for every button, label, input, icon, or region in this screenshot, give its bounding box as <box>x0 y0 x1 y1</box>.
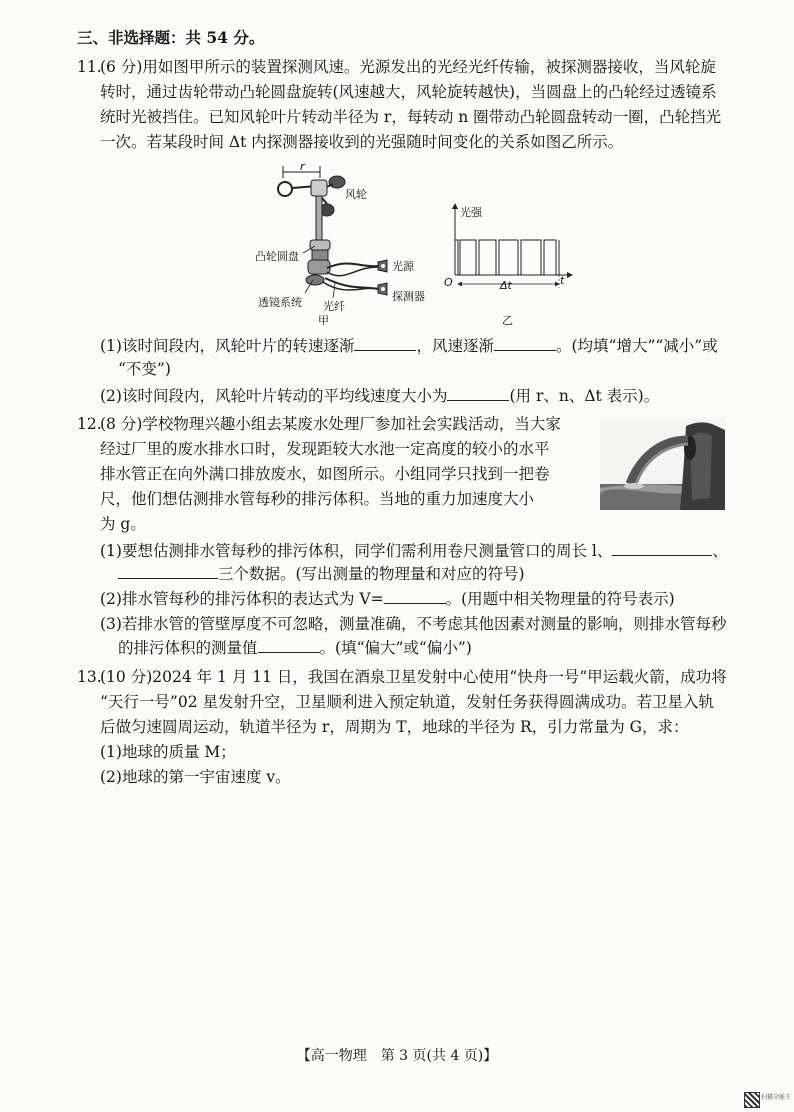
q11-blank-3[interactable] <box>447 385 509 401</box>
q12-line-5: 为 g。 <box>100 515 146 533</box>
q12-blank-3[interactable] <box>384 588 446 604</box>
q12-sub3 <box>118 637 472 659</box>
q11-line-3: 统时光被挡住。已知风轮叶片转动半径为 r，每转动 n 圈带动凸轮圆盘转动一圈，凸轮挡光 <box>100 108 722 126</box>
q11-sub1 <box>100 335 718 357</box>
q12-blank-2[interactable] <box>118 563 218 579</box>
qr-code-icon <box>744 1092 760 1108</box>
q13-sub2: (2)地球的第一宇宙速度 v。 <box>100 768 291 786</box>
q11-line-2: 转时，通过齿轮带动凸轮圆盘旋转(风速越大，风轮旋转越快)，当圆盘上的凸轮经过透镜系 <box>100 83 717 101</box>
q11-sub2-b: (用 r、n、Δt 表示)。 <box>509 387 660 405</box>
q12-sub2-a: (2)排水管每秒的排污体积的表达式为 V= <box>100 590 384 608</box>
q11-blank-1[interactable] <box>354 335 416 351</box>
q12-sub1-a: (1)要想估测排水管每秒的排污体积，同学们需利用卷尺测量管口的周长 l、 <box>100 542 613 560</box>
q12-sub2 <box>100 588 675 610</box>
q12-line-4: 尺，他们想估测排水管每秒的排污体积。当地的重力加速度大小 <box>100 490 535 508</box>
q11-number: 11. <box>77 58 102 76</box>
figure-jia <box>255 158 445 328</box>
q12-sub1-b: 、 <box>712 542 728 560</box>
q12-line-1: (8 分)学校物理兴趣小组去某废水处理厂参加社会实践活动，当大家 <box>100 415 561 433</box>
q12-sub1-c: 三个数据。(写出测量的物理量和对应的符号) <box>218 565 525 583</box>
fig-yi-caption: 乙 <box>502 314 513 327</box>
r-label: r <box>300 160 305 173</box>
dt-label: Δt <box>500 279 512 292</box>
tulun-label: 凸轮圆盘 <box>255 250 299 263</box>
fenglun-label: 风轮 <box>345 188 367 201</box>
q12-number: 12. <box>77 415 102 433</box>
guangxian-label: 光纤 <box>323 300 345 313</box>
q11-blank-2[interactable] <box>494 335 556 351</box>
q13-line-2: “天行一号”02 星发射升空，卫星顺利进入预定轨道，发射任务获得圆满成功。若卫星入轨 <box>100 693 715 711</box>
q12-sub1-cont <box>118 563 525 585</box>
q12-sub3-c: 。(填“偏大”或“偏小”) <box>319 639 472 657</box>
drain-pipe-photo <box>600 418 725 510</box>
q11-sub1-a: (1)该时间段内，风轮叶片的转速逐渐 <box>100 337 355 355</box>
q11-sub1-c: 。(均填“增大”“减小”或 <box>555 337 718 355</box>
q13-number: 13. <box>77 668 102 686</box>
toujing-label: 透镜系统 <box>258 296 302 309</box>
q12-sub3-line-1: (3)若排水管的管壁厚度不可忽略，测量准确，不考虑其他因素对测量的影响，则排水管每秒 <box>100 615 727 633</box>
q11-sub1-d: “不变”) <box>118 360 171 378</box>
q12-line-2: 经过厂里的废水排水口时，发现距较大水池一定高度的较小的水平 <box>100 440 550 458</box>
q11-line-1: (6 分)用如图甲所示的装置探测风速。光源发出的光经光纤传输，被探测器接收，当风轮旋 <box>100 58 716 76</box>
scanner-watermark: 扫描全能王 <box>761 1094 792 1101</box>
q13-sub1: (1)地球的质量 M； <box>100 743 236 761</box>
q12-sub2-b: 。(用题中相关物理量的符号表示) <box>445 590 675 608</box>
page-footer: 【高一物理 第 3 页(共 4 页)】 <box>296 1048 498 1064</box>
figure-yi <box>440 200 580 330</box>
q12-sub1 <box>100 540 728 562</box>
guangyuan-label: 光源 <box>392 260 414 273</box>
q12-blank-4[interactable] <box>258 637 320 653</box>
q11-line-4: 一次。若某段时间 Δt 内探测器接收到的光强随时间变化的关系如图乙所示。 <box>100 133 624 151</box>
q13-line-3: 后做匀速圆周运动，轨道半径为 r，周期为 T，地球的半径为 R，引力常量为 G，求： <box>100 718 689 736</box>
t-label: t <box>560 274 565 287</box>
q11-sub1-b: ，风速逐渐 <box>416 337 494 355</box>
q13-line-1: (10 分)2024 年 1 月 11 日，我国在酒泉卫星发射中心使用“快舟一号”甲运载火箭，成功将 <box>100 668 727 686</box>
q12-line-3: 排水管正在向外满口排放废水，如图所示。小组同学只找到一把卷 <box>100 465 550 483</box>
q11-sub2 <box>100 385 659 407</box>
q12-blank-1[interactable] <box>612 540 712 556</box>
y-axis-label: 光强 <box>460 206 482 219</box>
tanceqi-label: 探测器 <box>392 290 425 303</box>
q11-sub2-a: (2)该时间段内，风轮叶片转动的平均线速度大小为 <box>100 387 448 405</box>
section-heading: 三、非选择题：共 54 分。 <box>77 28 265 47</box>
origin-label: O <box>444 276 453 289</box>
fig-jia-caption: 甲 <box>318 314 329 327</box>
q12-sub3-b: 的排污体积的测量值 <box>118 639 258 657</box>
